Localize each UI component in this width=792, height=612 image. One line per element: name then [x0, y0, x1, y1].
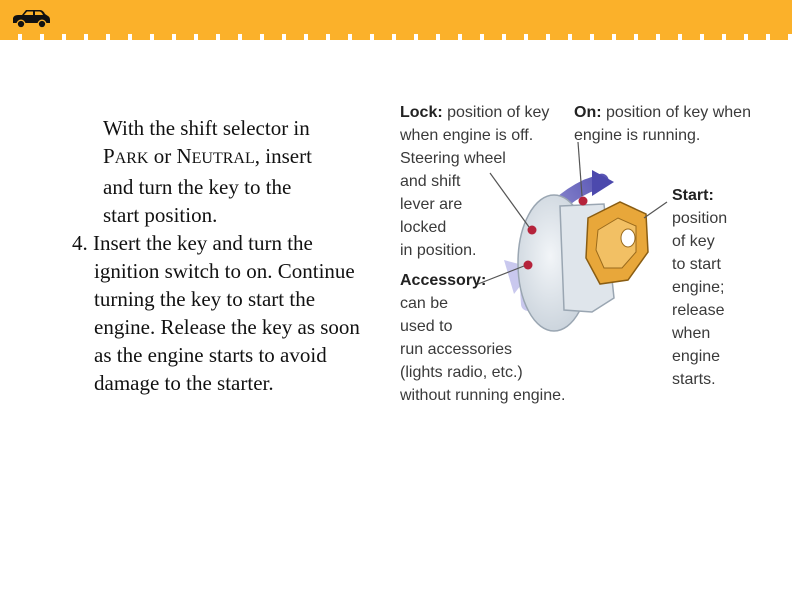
lock-line: locked: [400, 219, 447, 236]
start-line: engine: [672, 348, 721, 365]
car-icon: [10, 6, 52, 30]
or-word: or: [148, 144, 177, 168]
start-line: release: [672, 302, 725, 319]
intro-line: start position.: [103, 203, 218, 227]
on-line: engine is running.: [574, 127, 701, 144]
start-line: when: [672, 325, 711, 342]
lock-line: and shift: [400, 173, 461, 190]
park-ark: ARK: [114, 150, 149, 167]
step-4: [72, 229, 372, 397]
lock-label: [400, 101, 549, 262]
accessory-line: used to: [400, 318, 453, 335]
lock-title: Lock:: [400, 104, 443, 121]
lock-line: position of key: [447, 104, 550, 121]
accessory-line: without running engine.: [400, 387, 566, 404]
park-p: P: [103, 144, 115, 168]
top-banner: [0, 0, 792, 34]
start-line: starts.: [672, 371, 716, 388]
insert-word: , insert: [254, 144, 312, 168]
neutral-eutral: EUTRAL: [191, 150, 255, 167]
intro-line: and turn the key to the: [103, 175, 292, 199]
start-line: engine;: [672, 279, 725, 296]
start-label: [672, 184, 727, 391]
accessory-line: can be: [400, 295, 449, 312]
accessory-title: Accessory:: [400, 272, 487, 289]
start-line: of key: [672, 233, 715, 250]
on-label: [574, 101, 751, 147]
neutral-n: N: [176, 144, 192, 168]
step-body: Insert the key and turn the ignition switch to on. Continue turning the key to start the engine. Release the key as soon as the engine starts to avoid damage to the starter.: [93, 231, 360, 395]
start-line: position: [672, 210, 728, 227]
ignition-switch-diagram: [392, 98, 762, 410]
intro-line: With the shift selector in: [103, 116, 310, 140]
start-line: to start: [672, 256, 721, 273]
on-title: On:: [574, 104, 602, 121]
banner-dashed-border: [0, 34, 792, 40]
start-leader: [644, 202, 667, 218]
accessory-line: run accessories: [400, 341, 513, 358]
intro-line: [72, 142, 372, 173]
lock-line: in position.: [400, 242, 477, 259]
lock-line: Steering wheel: [400, 150, 506, 167]
instruction-text: [72, 114, 372, 397]
accessory-label: [400, 269, 565, 407]
lock-line: when engine is off.: [400, 127, 534, 144]
marker-on: [579, 197, 588, 206]
lock-line: lever are: [400, 196, 463, 213]
keyhole: [621, 229, 635, 247]
accessory-line: (lights radio, etc.): [400, 364, 523, 381]
start-title: Start:: [672, 187, 714, 204]
step-number: 4.: [72, 231, 88, 255]
on-line: position of key when: [606, 104, 751, 121]
